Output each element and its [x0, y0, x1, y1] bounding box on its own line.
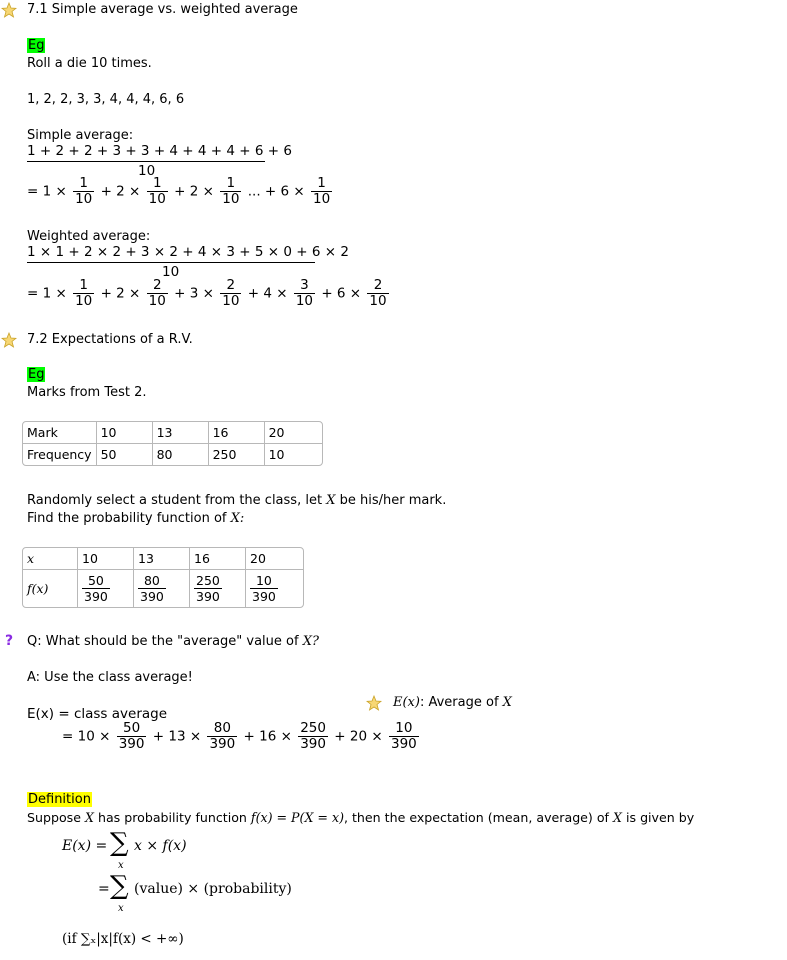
- table-cell: 80: [153, 444, 209, 465]
- fraction-bar: [27, 161, 265, 162]
- probability-table: [22, 547, 304, 608]
- find-prob-text: Find the probability function of X:: [27, 511, 245, 526]
- sum-subscript: x: [118, 903, 124, 914]
- section-heading-7-2: 7.2 Expectations of a R.V.: [27, 332, 193, 347]
- table-cell: 10: [97, 422, 153, 444]
- marks-table: [22, 421, 323, 466]
- expectation-expansion: = 10 × $\frac{50}{390}$ + 13 × $\frac{80}{390}$ + 16 × $\frac{250}{390}$ + 20 × $\frac{10}{390}$: [62, 720, 417, 752]
- weighted-expansion: = 1 × $\frac{1}{10}$ + 2 × $\frac{2}{10}$ + 3 × $\frac{2}{10}$ + 4 × $\frac{3}{10}$ + 6 × $\frac{2}{10}$: [27, 277, 387, 309]
- question-mark-icon: ?: [5, 633, 14, 649]
- expectation-lhs: E(x) = class average: [27, 706, 168, 722]
- eg-label: Eg: [28, 367, 45, 382]
- table-row: [23, 422, 322, 444]
- table-cell: $\frac{250}{390}$: [190, 570, 246, 607]
- star-icon: [1, 332, 17, 348]
- table-cell: 10: [268, 447, 285, 462]
- question-text: Q: What should be the "average" value of X?: [27, 634, 319, 649]
- table-cell: 13: [153, 422, 209, 444]
- star-icon: [366, 695, 382, 711]
- eg-label: Eg: [28, 38, 45, 53]
- table-cell: f(x): [23, 570, 78, 607]
- table-row: [23, 570, 303, 607]
- simple-denominator: 10: [138, 163, 156, 179]
- table-cell: $\frac{10}{390}$: [252, 573, 276, 604]
- weighted-denominator: 10: [162, 264, 180, 280]
- table-cell: x: [23, 548, 78, 570]
- sum-symbol: ∑: [110, 828, 129, 858]
- eq1-lhs: E(x) =: [62, 838, 108, 854]
- select-student-text: Randomly select a student from the class, let X be his/her mark.: [27, 493, 447, 508]
- table-cell: 250: [209, 444, 265, 465]
- sum-subscript: x: [118, 860, 124, 871]
- table-cell: 20: [246, 548, 303, 570]
- table-cell: $\frac{80}{390}$: [134, 570, 190, 607]
- table-cell: 16: [190, 548, 246, 570]
- marks-intro: Marks from Test 2.: [27, 385, 147, 400]
- definition-text: Suppose X has probability function f(x) = P(X = x), then the expectation (mean, average) of X is given by: [27, 810, 695, 825]
- simple-average-label: Simple average:: [27, 128, 134, 143]
- convergence-condition: (if ∑ₓ|x|f(x) < +∞): [62, 931, 184, 947]
- weighted-average-label: Weighted average:: [27, 229, 151, 244]
- roll-text: Roll a die 10 times.: [27, 56, 152, 71]
- table-cell: Frequency: [23, 444, 97, 465]
- table-row: [23, 444, 322, 465]
- table-cell: 20: [265, 422, 322, 444]
- table-row: [23, 548, 303, 570]
- definition-label: Definition: [28, 792, 91, 807]
- sequence-text: 1, 2, 2, 3, 3, 4, 4, 4, 6, 6: [27, 92, 185, 107]
- eq2-rhs: (value) × (probability): [134, 881, 292, 897]
- answer-text: A: Use the class average!: [27, 670, 193, 685]
- section-heading-7-1: 7.1 Simple average vs. weighted average: [27, 2, 298, 17]
- table-cell: Mark: [23, 422, 97, 444]
- table-cell: 16: [209, 422, 265, 444]
- fraction-bar: [27, 262, 315, 263]
- table-cell: 50: [97, 444, 153, 465]
- star-icon: [1, 2, 17, 18]
- simple-numerator: 1 + 2 + 2 + 3 + 3 + 4 + 4 + 4 + 6 + 6: [27, 143, 292, 159]
- table-cell: $\frac{50}{390}$: [78, 570, 134, 607]
- table-cell: 13: [134, 548, 190, 570]
- sum-symbol: ∑: [110, 871, 129, 901]
- eq1-rhs: x × f(x): [134, 838, 187, 854]
- simple-expansion: = 1 × $\frac{1}{10}$ + 2 × $\frac{1}{10}$ + 2 × $\frac{1}{10}$ ... + 6 × $\frac{1}{10}$: [27, 175, 331, 207]
- table-cell: 10: [78, 548, 134, 570]
- side-note: E(x): Average of X: [393, 695, 512, 710]
- eq2-lhs: =: [98, 881, 110, 897]
- weighted-numerator: 1 × 1 + 2 × 2 + 3 × 2 + 4 × 3 + 5 × 0 + 6 × 2: [27, 244, 349, 260]
